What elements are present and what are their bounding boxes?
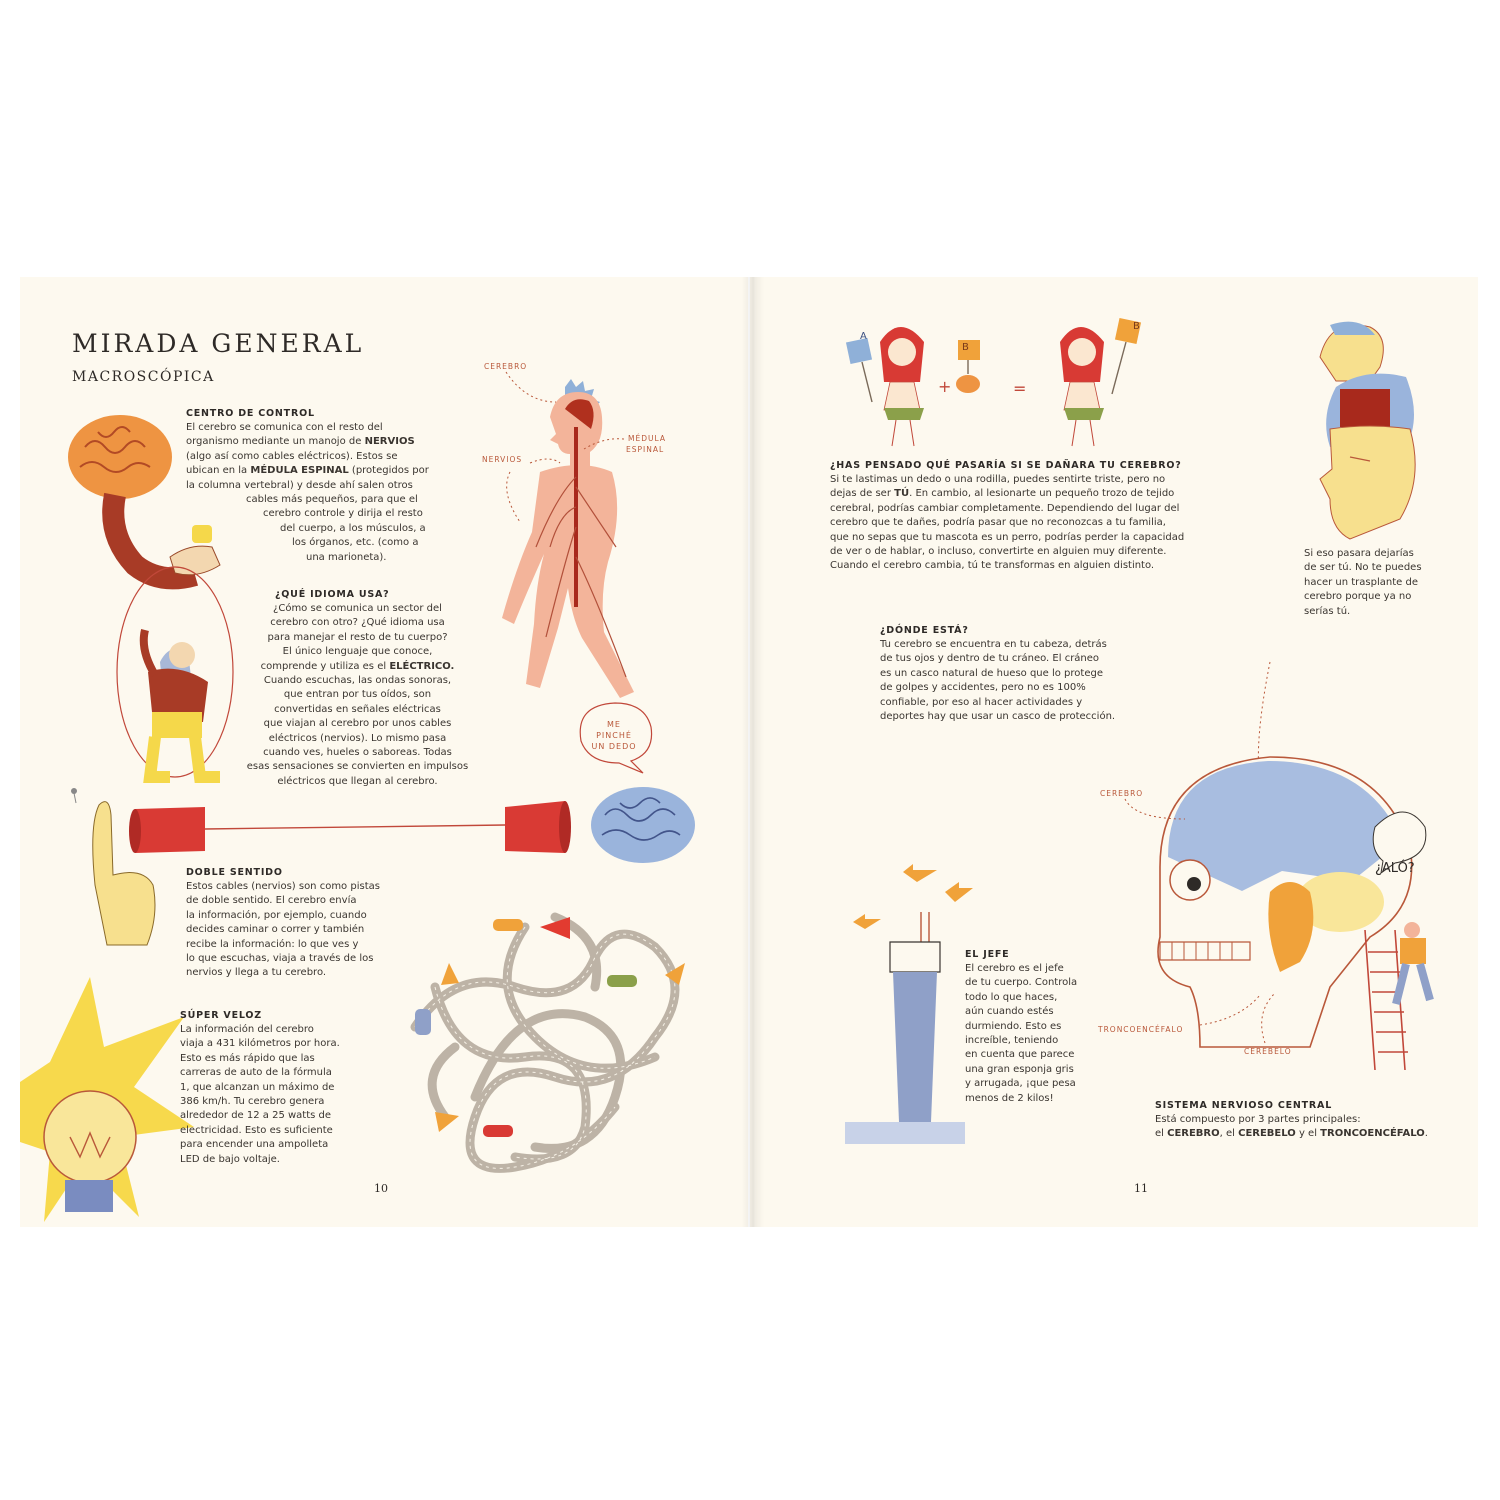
doble-line-4: decides caminar o correr y también bbox=[186, 924, 365, 936]
jefe-line-9: y arrugada, ¡que pesa bbox=[965, 1078, 1076, 1090]
alo-bubble: ¿ALÓ? bbox=[1375, 861, 1415, 876]
sign-a: A bbox=[860, 331, 867, 342]
book-gutter-shadow bbox=[742, 277, 764, 1227]
label-medula-1: MÉDULA bbox=[628, 434, 666, 443]
super-veloz-section bbox=[180, 1010, 380, 1167]
donde-line-3: es un casco natural de hueso que lo protege bbox=[880, 667, 1103, 679]
veloz-line-9: para encender una ampolleta bbox=[180, 1139, 329, 1151]
idioma-line-3: para manejar el resto de tu cuerpo? bbox=[267, 631, 448, 643]
danara-line-1: Si te lastimas un dedo o una rodilla, puedes sentirte triste, pero no bbox=[830, 474, 1166, 485]
trasplante-line-5: serías tú. bbox=[1304, 605, 1351, 617]
label-nervios: NERVIOS bbox=[482, 455, 523, 464]
donde-line-2: de tus ojos y dentro de tu cráneo. El cráneo bbox=[880, 653, 1100, 665]
veloz-line-3: Esto es más rápido que las bbox=[180, 1052, 315, 1064]
veloz-line-8: electricidad. Esto es suficiente bbox=[180, 1124, 333, 1136]
sistema-text-d: . bbox=[1424, 1128, 1428, 1140]
bubble-line-2: PINCHÉ bbox=[596, 731, 632, 740]
veloz-heading: SÚPER VELOZ bbox=[180, 1010, 262, 1021]
me-pinche-bubble bbox=[582, 719, 646, 752]
danara-after-tu: . En cambio, al lesionarte un pequeño trozo de tejido bbox=[909, 488, 1175, 500]
trasplante-line-3: hacer un trasplante de bbox=[1304, 576, 1418, 588]
plus-sign: + bbox=[938, 377, 952, 396]
centro-line-5: la columna vertebral) y desde ahí salen otros bbox=[186, 479, 413, 491]
right-page bbox=[750, 277, 1478, 1227]
idioma-line-11: cuando ves, hueles o saboreas. Todas bbox=[263, 747, 452, 759]
label-medula-2: ESPINAL bbox=[626, 445, 665, 454]
idioma-line-5-text: comprende y utiliza es el bbox=[260, 660, 387, 672]
sistema-text-c: y el bbox=[1295, 1128, 1321, 1140]
doble-line-3: la información, por ejemplo, cuando bbox=[186, 909, 367, 921]
sistema-text-b: , el bbox=[1219, 1128, 1239, 1140]
centro-bold-medula: MÉDULA ESPINAL bbox=[250, 465, 349, 477]
danara-line-4: cerebro que te dañes, podría pasar que no reconozcas a tu familia, bbox=[830, 517, 1166, 529]
centro-line-3: (algo así como cables eléctricos). Estos se bbox=[186, 450, 398, 462]
equals-sign: = bbox=[1013, 379, 1027, 398]
sistema-nervioso-section bbox=[1155, 1100, 1465, 1142]
el-jefe-section bbox=[965, 949, 1115, 1106]
centro-heading: CENTRO DE CONTROL bbox=[186, 408, 315, 419]
idioma-line-9: que viajan al cerebro por unos cables bbox=[263, 718, 452, 730]
sistema-line-2 bbox=[1155, 1127, 1465, 1141]
trasplante-line-4: cerebro porque ya no bbox=[1304, 591, 1412, 603]
veloz-line-10: LED de bajo voltaje. bbox=[180, 1153, 280, 1165]
sistema-heading: SISTEMA NERVIOSO CENTRAL bbox=[1155, 1100, 1333, 1111]
veloz-line-4: carreras de auto de la fórmula bbox=[180, 1067, 332, 1079]
sistema-line-1: Está compuesto por 3 partes principales: bbox=[1155, 1114, 1361, 1125]
idioma-line-4: El único lenguaje que conoce, bbox=[282, 646, 433, 658]
sistema-bold-cerebro: CEREBRO bbox=[1167, 1128, 1220, 1140]
danara-line-7: Cuando el cerebro cambia, tú te transformas en alguien distinto. bbox=[830, 560, 1155, 572]
jefe-line-2: de tu cuerpo. Controla bbox=[965, 977, 1078, 989]
book-spread bbox=[20, 277, 1478, 1227]
bubble-line-1: ME bbox=[607, 720, 621, 729]
doble-line-1: Estos cables (nervios) son como pistas bbox=[186, 881, 380, 892]
danara-line-5: que no sepas que tu mascota es un perro, podrías perder la capacidad bbox=[830, 531, 1185, 543]
jefe-line-4: aún cuando estés bbox=[965, 1006, 1054, 1018]
veloz-line-6: 386 km/h. Tu cerebro genera bbox=[180, 1096, 325, 1108]
danara-heading: ¿HAS PENSADO QUÉ PASARÍA SI SE DAÑARA TU CEREBRO? bbox=[830, 460, 1182, 471]
jefe-line-3: todo lo que haces, bbox=[965, 991, 1058, 1003]
danara-line-2-text: dejas de ser bbox=[830, 488, 891, 500]
trasplante-line-2: de ser tú. No te puedes bbox=[1304, 562, 1422, 574]
centro-line-2-text: organismo mediante un manojo de bbox=[186, 436, 362, 448]
doble-line-7: nervios y llega a tu cerebro. bbox=[186, 967, 327, 979]
centro-line-6: cables más pequeños, para que el bbox=[246, 494, 418, 506]
jefe-line-1: El cerebro es el jefe bbox=[965, 963, 1064, 974]
jefe-line-10: menos de 2 kilos! bbox=[965, 1092, 1054, 1104]
body-label-leaders bbox=[20, 277, 748, 677]
sign-b-2: B bbox=[1133, 321, 1140, 332]
sistema-text-a: el bbox=[1155, 1128, 1168, 1140]
jefe-line-6: increíble, teniendo bbox=[965, 1035, 1059, 1047]
danara-bold-tu: TÚ bbox=[894, 488, 910, 500]
idioma-line-2: cerebro con otro? ¿Qué idioma usa bbox=[270, 617, 445, 629]
idioma-line-6: Cuando escuchas, las ondas sonoras, bbox=[263, 675, 452, 687]
sign-b: B bbox=[962, 342, 969, 353]
danara-line-3: cerebral, podrías cambiar completamente. Dependiendo del lugar del bbox=[830, 502, 1180, 514]
page-number-right: 11 bbox=[1134, 1182, 1148, 1195]
veloz-line-7: alrededor de 12 a 25 watts de bbox=[180, 1110, 332, 1122]
veloz-line-5: 1, que alcanzan un máximo de bbox=[180, 1081, 335, 1093]
left-page bbox=[20, 277, 748, 1227]
donde-line-5: confiable, por eso al hacer actividades y bbox=[880, 696, 1083, 708]
idioma-line-8: convertidas en señales eléctricas bbox=[274, 703, 441, 715]
centro-bold-nervios: NERVIOS bbox=[364, 436, 415, 448]
centro-line-10: una marioneta). bbox=[306, 551, 387, 563]
page-title: MIRADA GENERAL bbox=[72, 329, 365, 358]
donde-line-6: deportes hay que usar un casco de protección. bbox=[880, 711, 1116, 723]
centro-after-medula: (protegidos por bbox=[348, 465, 429, 477]
jefe-line-5: durmiendo. Esto es bbox=[965, 1020, 1062, 1032]
donde-heading: ¿DÓNDE ESTÁ? bbox=[880, 625, 969, 636]
label-cerebro: CEREBRO bbox=[484, 362, 528, 371]
jefe-line-8: una gran esponja gris bbox=[965, 1063, 1074, 1075]
veloz-line-2: viaja a 431 kilómetros por hora. bbox=[180, 1038, 340, 1050]
centro-line-4-text: ubican en la bbox=[186, 465, 248, 477]
centro-line-8: del cuerpo, a los músculos, a bbox=[280, 522, 426, 534]
light-bulb-illustration bbox=[20, 977, 195, 1227]
idioma-line-13: eléctricos que llegan al cerebro. bbox=[277, 775, 438, 787]
idioma-heading: ¿QUÉ IDIOMA USA? bbox=[275, 589, 390, 600]
danara-line-6: de ver o de hablar, o incluso, convertirte en alguien muy diferente. bbox=[830, 546, 1167, 558]
page-subtitle: MACROSCÓPICA bbox=[72, 369, 215, 385]
doble-line-2: de doble sentido. El cerebro envía bbox=[186, 895, 357, 907]
trasplante-line-1: Si eso pasara dejarías bbox=[1304, 548, 1414, 559]
idioma-line-10: eléctricos (nervios). Lo mismo pasa bbox=[268, 732, 447, 744]
centro-line-7: cerebro controle y dirija el resto bbox=[263, 508, 423, 520]
veloz-line-1: La información del cerebro bbox=[180, 1024, 314, 1035]
sistema-bold-troncoencefalo: TRONCOENCÉFALO bbox=[1320, 1128, 1425, 1140]
label-troncoencefalo: TRONCOENCÉFALO bbox=[1098, 1025, 1184, 1034]
donde-line-4: de golpes y accidentes, pero no es 100% bbox=[880, 682, 1086, 694]
tangled-roads-illustration bbox=[375, 897, 695, 1187]
label-cerebelo: CEREBELO bbox=[1244, 1047, 1292, 1056]
jefe-heading: EL JEFE bbox=[965, 949, 1010, 960]
doble-heading: DOBLE SENTIDO bbox=[186, 867, 283, 878]
centro-line-1: El cerebro se comunica con el resto del bbox=[186, 422, 383, 433]
donde-line-1: Tu cerebro se encuentra en tu cabeza, detrás bbox=[880, 639, 1107, 650]
label-cerebro-skull: CEREBRO bbox=[1100, 789, 1144, 798]
bubble-line-3: UN DEDO bbox=[591, 742, 637, 751]
centro-line-9: los órganos, etc. (como a bbox=[292, 537, 419, 549]
idioma-line-7: que entran por tus oídos, son bbox=[283, 689, 432, 701]
jefe-line-7: en cuenta que parece bbox=[965, 1049, 1075, 1061]
idioma-line-12: esas sensaciones se convierten en impulsos bbox=[246, 761, 469, 773]
idioma-line-1: ¿Cómo se comunica un sector del bbox=[273, 603, 442, 614]
doble-line-6: lo que escuchas, viaja a través de los bbox=[186, 953, 374, 965]
sistema-bold-cerebelo: CEREBELO bbox=[1238, 1128, 1296, 1140]
page-number-left: 10 bbox=[374, 1182, 388, 1195]
idioma-bold-electrico: ELÉCTRICO. bbox=[389, 660, 455, 672]
control-tower-illustration bbox=[845, 862, 965, 1162]
doble-line-5: recibe la información: lo que ves y bbox=[186, 938, 359, 950]
